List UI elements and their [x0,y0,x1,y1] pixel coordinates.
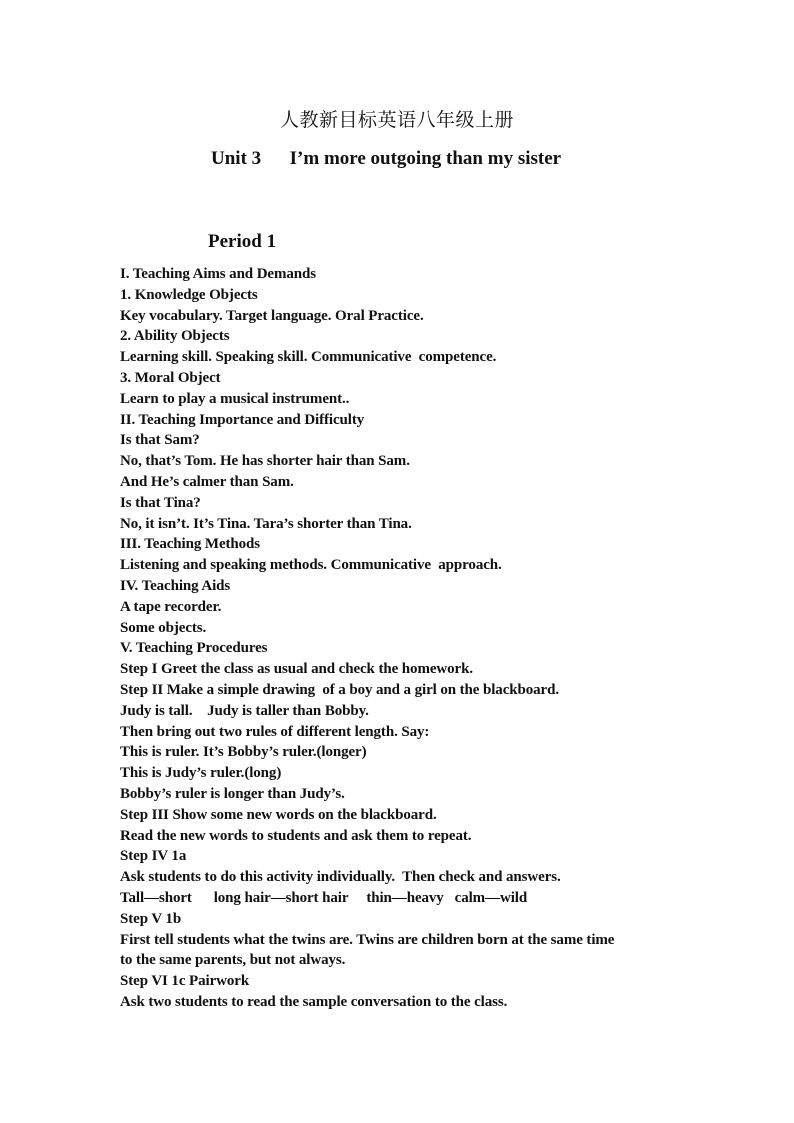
step-line: Step V 1b [120,910,182,927]
text-line: Tall—short long hair—short hair thin—heavy calm—wild [120,889,528,906]
text-line: Is that Sam? [120,432,200,449]
step-line: Step IV 1a [120,848,187,865]
text-line: Ask students to do this activity individually. Then check and answers. [120,869,561,886]
text-line: Ask two students to read the sample conversation to the class. [120,993,508,1010]
subheading-knowledge: 1. Knowledge Objects [120,286,258,303]
step-line: Step II Make a simple drawing of a boy and a girl on the blackboard. [120,681,559,698]
document-title-cn: 人教新目标英语八年级上册 [279,109,514,131]
text-line: Is that Tina? [120,494,201,511]
text-line: Bobby’s ruler is longer than Judy’s. [120,785,345,802]
unit-title: Unit 3 I’m more outgoing than my sister [211,148,562,169]
text-line: And He’s calmer than Sam. [120,473,294,490]
text-line: First tell students what the twins are. Twins are children born at the same time [120,931,615,948]
text-line: Then bring out two rules of different length. Say: [120,723,430,740]
section-heading-methods: III. Teaching Methods [120,536,261,553]
text-line: No, it isn’t. It’s Tina. Tara’s shorter than Tina. [120,515,412,532]
text-line: Learning skill. Speaking skill. Communicative competence. [120,349,497,366]
section-heading-aims: I. Teaching Aims and Demands [120,266,317,282]
section-heading-aids: IV. Teaching Aids [120,577,231,594]
step-line: Step VI 1c Pairwork [120,973,250,990]
subheading-moral: 3. Moral Object [120,369,221,386]
text-line: This is Judy’s ruler.(long) [120,765,282,782]
section-heading-importance: II. Teaching Importance and Difficulty [120,411,365,428]
lesson-plan-body [120,264,720,1013]
text-line: Learn to play a musical instrument.. [120,390,350,407]
text-line: A tape recorder. [120,598,222,615]
text-line: to the same parents, but not always. [120,952,346,969]
text-line: Some objects. [120,619,207,636]
text-line: Key vocabulary. Target language. Oral Practice. [120,307,424,324]
text-line: No, that’s Tom. He has shorter hair than Sam. [120,453,410,470]
subheading-ability: 2. Ability Objects [120,328,230,345]
text-line: Read the new words to students and ask them to repeat. [120,827,472,844]
period-heading: Period 1 [208,231,277,252]
step-line: Step III Show some new words on the blackboard. [120,806,437,823]
section-heading-procedures: V. Teaching Procedures [120,640,268,657]
text-line: This is ruler. It’s Bobby’s ruler.(longer) [120,744,367,761]
text-line: Listening and speaking methods. Communicative approach. [120,557,502,574]
step-line: Step I Greet the class as usual and check the homework. [120,661,473,678]
text-line: Judy is tall. Judy is taller than Bobby. [120,702,369,719]
